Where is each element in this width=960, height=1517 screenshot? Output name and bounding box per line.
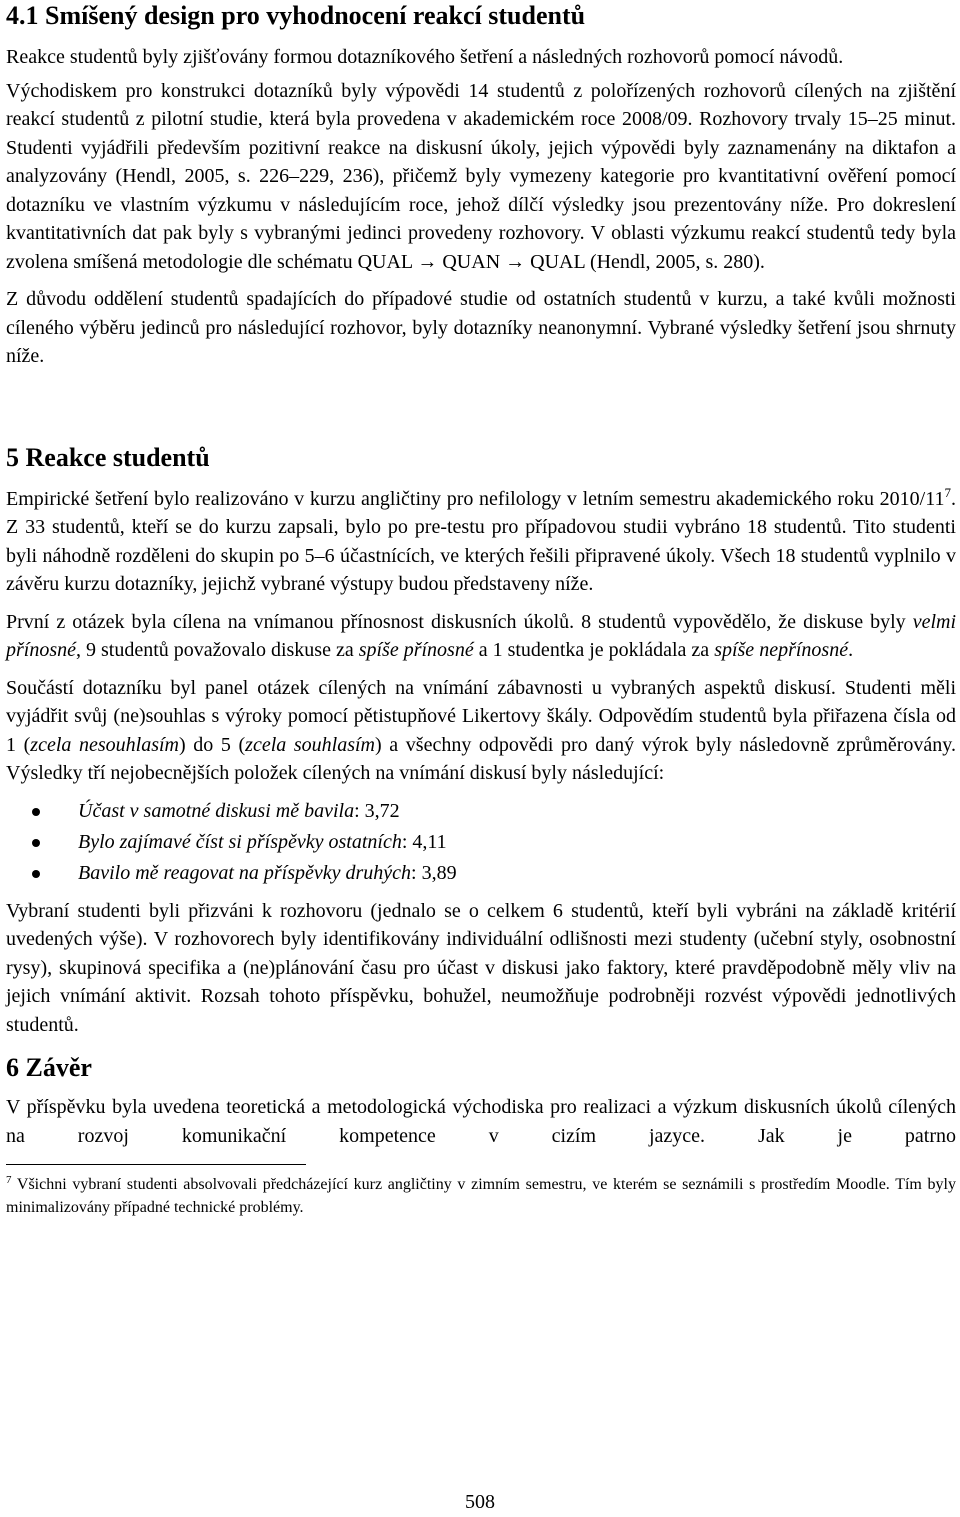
bullet-icon [32, 808, 40, 816]
footnote-reference[interactable]: 7 [944, 484, 951, 500]
bullet-icon [32, 870, 40, 878]
section-heading-6: 6 Závěr [6, 1053, 92, 1082]
paragraph: Východiskem pro konstrukci dotazníků byly výpovědi 14 studentů z polořízených rozhovorů cílených na zjištění reakcí studentů z pilotní studie, která byla provedena v akademickém roce 2008/09. Rozhovory trvaly 15–25 minut. Studenti vyjádřili především pozitivní reakce na diskusní úkoly, jejich výpovědi byly zaznamenány na diktafon a analyzovány (Hendl, 2005, s. 226–229, 236), přičemž byly vymezeny kategorie pro kvantitativní ověření pomocí dotazníku ve vlastním výzkumu v následujícím roce, jehož dílčí výsledky jsou prezentovány níže. Pro dokreslení kvantitativních dat pak byly s vybranými jedinci provedeny rozhovory. V oblasti výzkumu reakcí studentů tedy byla zvolena smíšená metodologie dle schématu QUAL → QUAN → QUAL (Hendl, 2005, s. 280). [6, 79, 956, 273]
page-number: 508 [465, 1491, 495, 1513]
bullet-icon [32, 839, 40, 847]
footnote-divider [6, 1164, 306, 1165]
paragraph: Reakce studentů byly zjišťovány formou dotazníkového šetření a následných rozhovorů pomocí návodů. [6, 46, 844, 68]
footnote-mark: 7 [6, 1174, 12, 1186]
paragraph: V příspěvku byla uvedena teoretická a metodologická východiska pro realizaci a výzkum diskusních úkolů cílených na rozvoj komunikační kompetence v cizím jazyce. Jak je patrno [6, 1096, 956, 1147]
section-heading-5: 5 Reakce studentů [6, 442, 210, 472]
document-page [6, 0, 956, 1219]
bullet-list [6, 796, 956, 889]
paragraph: Součástí dotazníku byl panel otázek cílených na vnímání zábavnosti u vybraných aspektů diskusí. Studenti měli vyjádřit svůj (ne)souhlas s výroky pomocí pětistupňové Likertovy škály. Odpovědím studentů byla přiřazena čísla od 1 (zcela nesouhlasím) do 5 (zcela souhlasím) a všechny odpovědi pro daný výrok byly následovně zprůměrovány. Výsledky tří nejobecnějších položek cílených na vnímání diskusí byly následující: [6, 676, 956, 784]
section-heading-4-1: 4.1 Smíšený design pro vyhodnocení reakcí studentů [6, 1, 586, 30]
footnote: $^7$ Všichni vybraní studenti absolvovali předcházející kurz angličtiny v zimním semestru, ve kterém se seznámili s prostředím Moodle. Tím byly minimalizovány případné technické problémy. [6, 1174, 956, 1216]
paragraph: První z otázek byla cílena na vnímanou přínosnost diskusních úkolů. 8 studentů vypovědělo, že diskuse byly velmi přínosné, 9 studentů považovalo diskuse za spíše přínosné a 1 studentka je pokládala za spíše nepřínosné. [6, 610, 956, 661]
paragraph: Vybraní studenti byli přizváni k rozhovoru (jednalo se o celkem 6 studentů, kteří byli vybráni na základě kritérií uvedených výše). V rozhovorech byly identifikovány individuální odlišnosti mezi studenty (učební styly, osobnostní rysy), skupinová specifika a (ne)plánování času pro účast v diskusi jako faktory, které pravděpodobně měly vliv na jejich vnímání aktivit. Rozsah tohoto příspěvku, bohužel, neumožňuje podrobněji rozvést výpovědi jednotlivých studentů. [6, 899, 956, 1036]
list-item: Bylo zajímavé číst si příspěvky ostatních: 4,11 [6, 827, 956, 858]
list-item: Účast v samotné diskusi mě bavila: 3,72 [6, 796, 956, 827]
list-item: Bavilo mě reagovat na příspěvky druhých: 3,89 [6, 858, 956, 889]
paragraph: Empirické šetření bylo realizováno v kurzu angličtiny pro nefilology v letním semestru akademického roku $2010/11^7$. Z 33 studentů, kteří se do kurzu zapsali, bylo po pre-testu pro případovou studii vybráno 18 studentů. Tito studenti byli náhodně rozděleni do skupin po 5–6 účastnících, ve kterých řešili připravené úkoly. Všech 18 studentů vyplnilo v závěru kurzu dotazníky, jejichž vybrané výstupy budou představeny níže. [6, 484, 956, 595]
paragraph: Z důvodu oddělení studentů spadajících do případové studie od ostatních studentů v kurzu, a také kvůli možnosti cíleného výběru jedinců pro následující rozhovor, byly dotazníky neanonymní. Vybrané výsledky šetření jsou shrnuty níže. [6, 288, 956, 367]
